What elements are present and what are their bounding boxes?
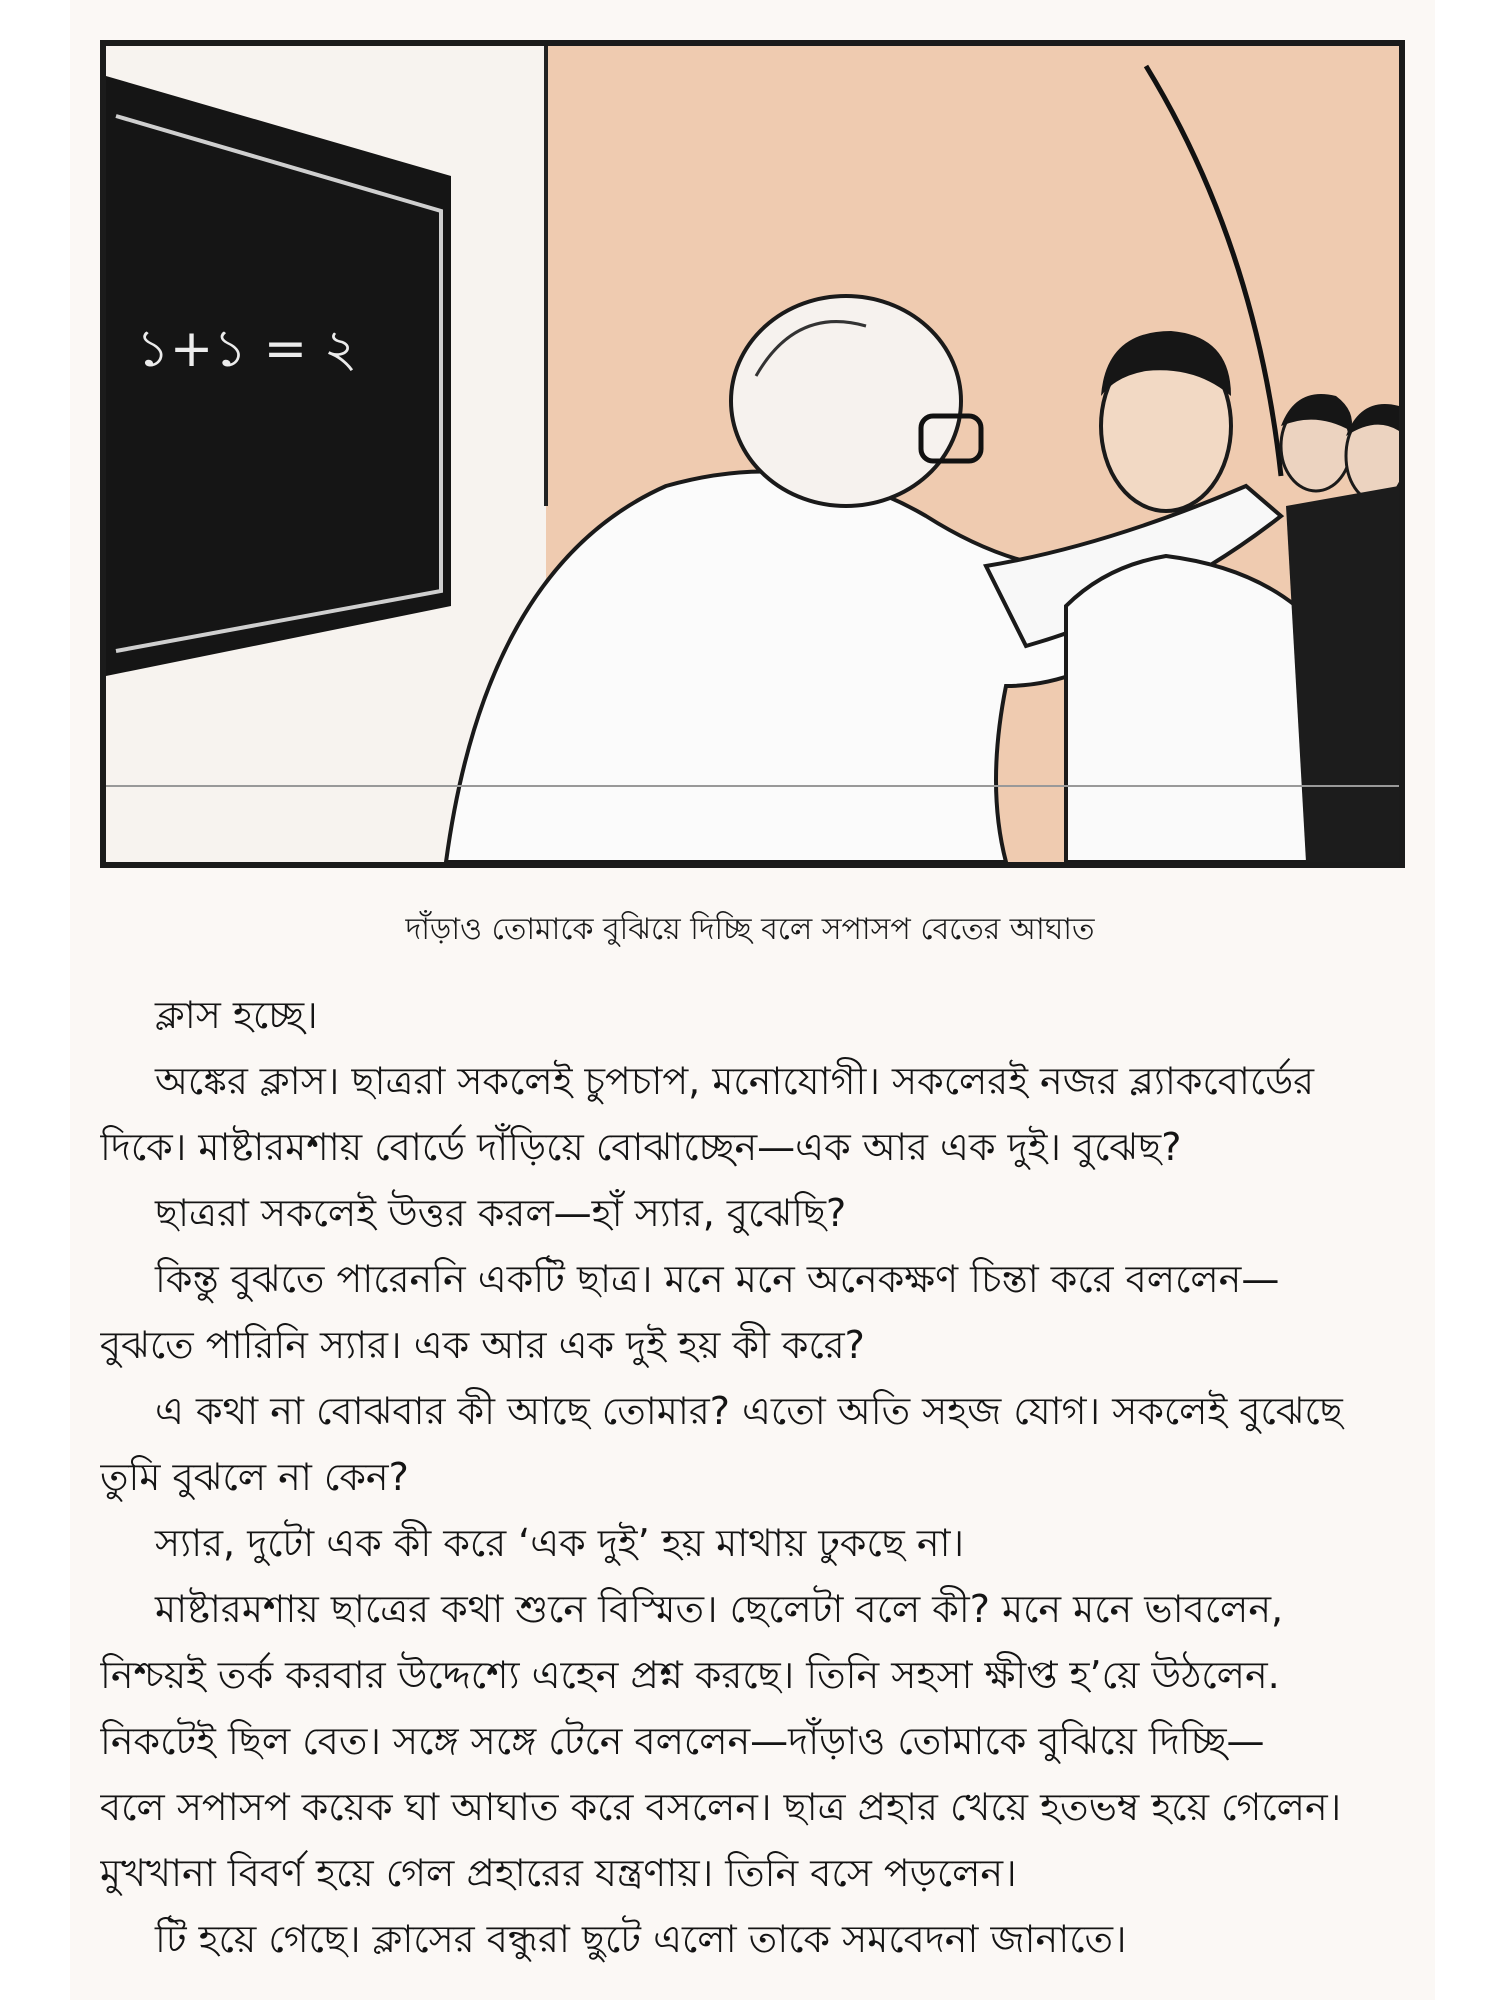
- text-line: ক্লাস হচ্ছে।: [155, 993, 318, 1037]
- text-line: কিন্তু বুঝতে পারেননি একটি ছাত্র। মনে মনে অনেকক্ষণ চিন্তা করে বললেন—: [155, 1257, 1280, 1301]
- text-line: মুখখানা বিবর্ণ হয়ে গেল প্রহারের যন্ত্রণায়। তিনি বসে পড়লেন।: [100, 1851, 1017, 1895]
- text-line: নিশ্চয়ই তর্ক করবার উদ্দেশ্যে এহেন প্রশ্ন করছে। তিনি সহসা ক্ষীপ্ত হ’য়ে উঠলেন.: [100, 1653, 1280, 1697]
- text-line: বলে সপাসপ কয়েক ঘা আঘাত করে বসলেন। ছাত্র প্রহার খেয়ে হতভম্ব হয়ে গেলেন।: [100, 1785, 1342, 1829]
- figure-caption: দাঁড়াও তোমাকে বুঝিয়ে দিচ্ছি বলে সপাসপ বেতের আঘাত: [405, 912, 1095, 947]
- text-line: নিকটেই ছিল বেত। সঙ্গে সঙ্গে টেনে বললেন—দাঁড়াও তোমাকে বুঝিয়ে দিচ্ছি—: [100, 1719, 1265, 1763]
- text-line: ছাত্ররা সকলেই উত্তর করল—হাঁ স্যার, বুঝেছি?: [155, 1191, 847, 1235]
- text-line: বুঝতে পারিনি স্যার। এক আর এক দুই হয় কী করে?: [100, 1323, 865, 1367]
- blackboard-text: ১+১ = ২: [136, 319, 358, 379]
- text-line: দিকে। মাষ্টারমশায় বোর্ডে দাঁড়িয়ে বোঝাচ্ছেন—এক আর এক দুই। বুঝেছ?: [100, 1125, 1182, 1169]
- paragraph: [100, 982, 1410, 1048]
- paragraph: [100, 1180, 1410, 1246]
- classroom-illustration: [100, 40, 1405, 868]
- text-line: এ কথা না বোঝবার কী আছে তোমার? এতো অতি সহজ যোগ। সকলেই বুঝেছে: [155, 1389, 1343, 1433]
- paragraph: [100, 1378, 1410, 1510]
- text-line: অঙ্কের ক্লাস। ছাত্ররা সকলেই চুপচাপ, মনোযোগী। সকলেরই নজর ব্ল্যাকবোর্ডের: [155, 1059, 1315, 1103]
- paragraph: [100, 1906, 1410, 1972]
- text-line: টি হয়ে গেছে। ক্লাসের বন্ধুরা ছুটে এলো তাকে সমবেদনা জানাতে।: [155, 1917, 1127, 1961]
- paragraph: [100, 1576, 1410, 1906]
- text-line: মাষ্টারমশায় ছাত্রের কথা শুনে বিস্মিত। ছেলেটা বলে কী? মনে মনে ভাবলেন,: [155, 1587, 1284, 1631]
- paragraph: [100, 1048, 1410, 1180]
- paragraph: [100, 1510, 1410, 1576]
- student: [1066, 556, 1316, 862]
- classroom-scene: [106, 46, 1399, 862]
- text-line: তুমি বুঝলে না কেন?: [100, 1455, 409, 1499]
- text-line: স্যার, দুটো এক কী করে ‘এক দুই’ হয় মাথায় ঢুকছে না।: [155, 1521, 965, 1565]
- paragraph: [100, 1246, 1410, 1378]
